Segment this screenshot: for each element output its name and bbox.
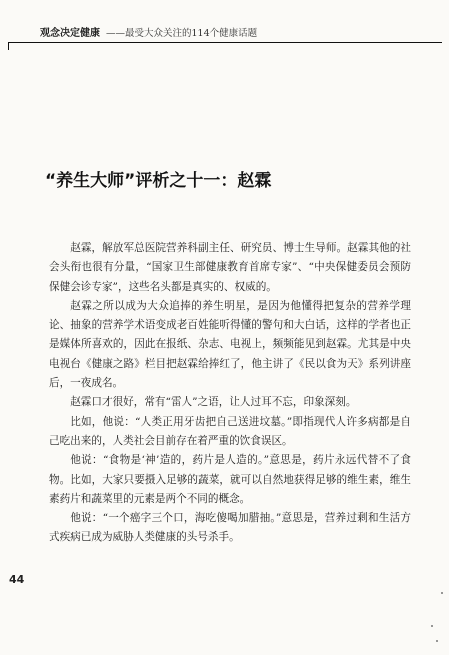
scan-speck [436,640,438,642]
header-rule [8,42,442,43]
paragraph: 赵霖口才很好，常有“雷人”之语，让人过耳不忘，印象深刻。 [70,396,357,409]
running-header [40,27,440,41]
book-subtitle: ——最受大众关注的114个健康话题 [106,28,258,39]
page-number: 44 [9,573,25,586]
header-rule-tick [8,42,9,50]
book-title: 观念决定健康 [40,28,100,39]
chapter-title: “养生大师”评析之十一：赵霖 [45,171,272,191]
scan-speck [431,625,433,627]
paragraph: 他说：“食物是‘神’造的，药片是人造的。”意思是，药片永远代替不了食物。比如，大家只要摄入足够的蔬菜，就可以自然地获得足够的维生素，维生素药片和蔬菜里的元素是两个不同的概念。 [49,454,411,505]
body-text [49,239,411,548]
paragraph: 他说：“一个癌字三个口，海吃傻喝加腊抽。”意思是，营养过剩和生活方式疾病已成为威胁人类健康的头号杀手。 [49,512,411,544]
paragraph: 比如，他说：“人类正用牙齿把自己送进坟墓。”即指现代人许多病都是自己吃出来的，人类社会目前存在着严重的饮食误区。 [49,415,411,447]
scan-speck [441,592,443,594]
paragraph: 赵霖，解放军总医院营养科副主任、研究员、博士生导师。赵霖其他的社会头衔也很有分量，“国家卫生部健康教育首席专家”、“中央保健委员会预防保健会诊专家”，这些名头都是真实的、权威的。 [49,242,411,293]
paragraph: 赵霖之所以成为大众追捧的养生明星，是因为他懂得把复杂的营养学理论、抽象的营养学术语变成老百姓能听得懂的警句和大白话，这样的学者也正是媒体所喜欢的，因此在报纸、杂志、电视上，频频能见到赵霖。尤其是中央电视台《健康之路》栏目把赵霖给捧红了，他主讲了《民以食为天》系列讲座后，一夜成名。 [49,299,411,390]
